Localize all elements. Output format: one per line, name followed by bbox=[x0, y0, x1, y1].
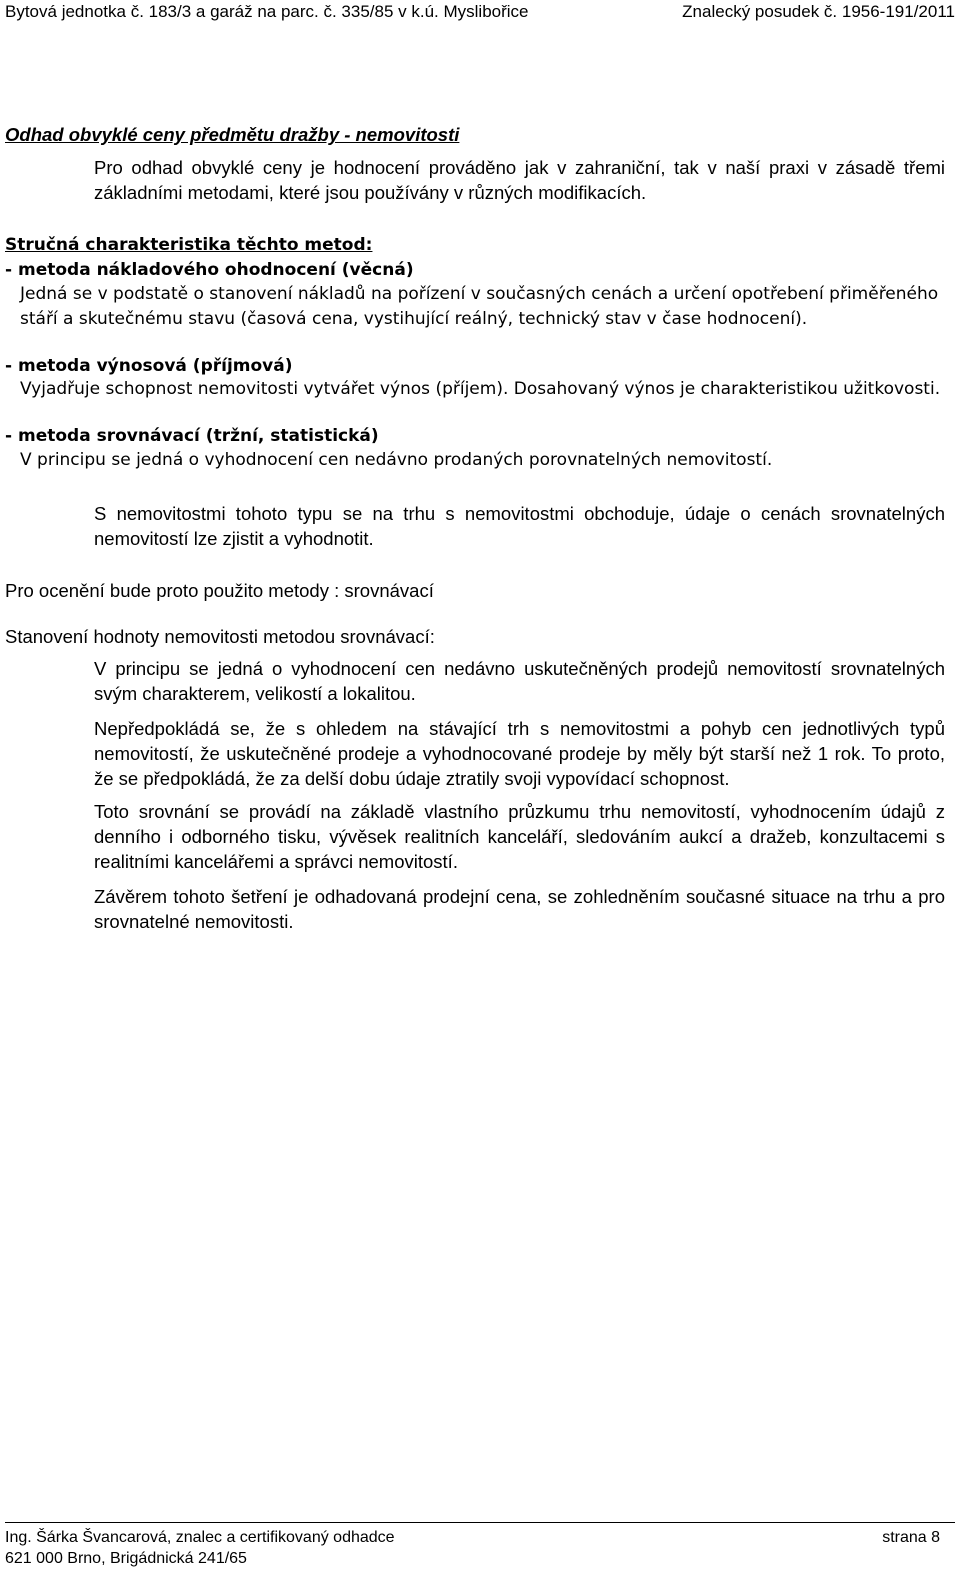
method-income-title: - metoda výnosová (příjmová) bbox=[5, 356, 293, 376]
comparative-principle-paragraph: V principu se jedná o vyhodnocení cen nedávno uskutečněných prodejů nemovitostí srovnatelných svým charakterem, velikostí a lokalitou. bbox=[94, 658, 945, 704]
method-comparative-description: V principu se jedná o vyhodnocení cen nedávno prodaných porovnatelných nemovitostí. bbox=[20, 450, 773, 470]
method-cost-description: Jedná se v podstatě o stanovení nákladů na pořízení v současných cenách a určení opotřebení přiměřeného stáří a skutečnému stavu (časová cena, vystihující reálný, technický stav v čase hodnocení). bbox=[20, 284, 939, 329]
footer-author: Ing. Šárka Švancarová, znalec a certifikovaný odhadce bbox=[5, 1529, 395, 1546]
comparative-heading: Stanovení hodnoty nemovitosti metodou srovnávací: bbox=[5, 626, 435, 647]
footer-address: 621 000 Brno, Brigádnická 241/65 bbox=[5, 1550, 247, 1567]
market-paragraph: S nemovitostmi tohoto typu se na trhu s nemovitostmi obchoduje, údaje o cenách srovnatelných nemovitostí lze zjistit a vyhodnotit. bbox=[94, 503, 945, 549]
methods-heading: Stručná charakteristika těchto metod: bbox=[5, 235, 373, 255]
footer-line-2 bbox=[5, 1548, 940, 1569]
header-report-number: Znalecký posudek č. 1956-191/2011 bbox=[682, 2, 955, 21]
method-income-description: Vyjadřuje schopnost nemovitosti vytvářet výnos (příjem). Dosahovaný výnos je charakteristikou užitkovosti. bbox=[20, 379, 941, 399]
method-cost-title: - metoda nákladového ohodnocení (věcná) bbox=[5, 260, 414, 280]
conclusion-paragraph: Závěrem tohoto šetření je odhadovaná prodejní cena, se zohledněním současné situace na trhu a pro srovnatelné nemovitosti. bbox=[94, 886, 945, 932]
footer-page-number: strana 8 bbox=[882, 1529, 940, 1546]
valuation-method-line: Pro ocenění bude proto použito metody : srovnávací bbox=[5, 580, 434, 601]
intro-paragraph: Pro odhad obvyklé ceny je hodnocení prováděno jak v zahraniční, tak v naší praxi v zásadě třemi základními metodami, které jsou používány v různých modifikacích. bbox=[94, 157, 945, 203]
footer-line-1 bbox=[5, 1527, 940, 1548]
header-document-title: Bytová jednotka č. 183/3 a garáž na parc. č. 335/85 v k.ú. Myslibořice bbox=[5, 2, 529, 21]
section-title: Odhad obvyklé ceny předmětu dražby - nemovitosti bbox=[5, 124, 460, 145]
footer-divider bbox=[5, 1522, 955, 1523]
survey-paragraph: Toto srovnání se provádí na základě vlastního průzkumu trhu nemovitostí, vyhodnocením údajů z denního i odborného tisku, vývěsek realitních kanceláří, sledováním aukcí a dražeb, konzultacemi s realitními kancelářemi a správci nemovitostí. bbox=[94, 801, 945, 872]
assumptions-paragraph: Nepředpokládá se, že s ohledem na stávající trh s nemovitostmi a pohyb cen jednotlivých typů nemovitostí, že uskutečněné prodeje a vyhodnocované prodeje by měly být starší než 1 rok. To proto, že se předpokládá, že za delší dobu údaje ztratily svoji vypovídací schopnost. bbox=[94, 718, 945, 789]
method-comparative-title: - metoda srovnávací (tržní, statistická) bbox=[5, 426, 379, 446]
